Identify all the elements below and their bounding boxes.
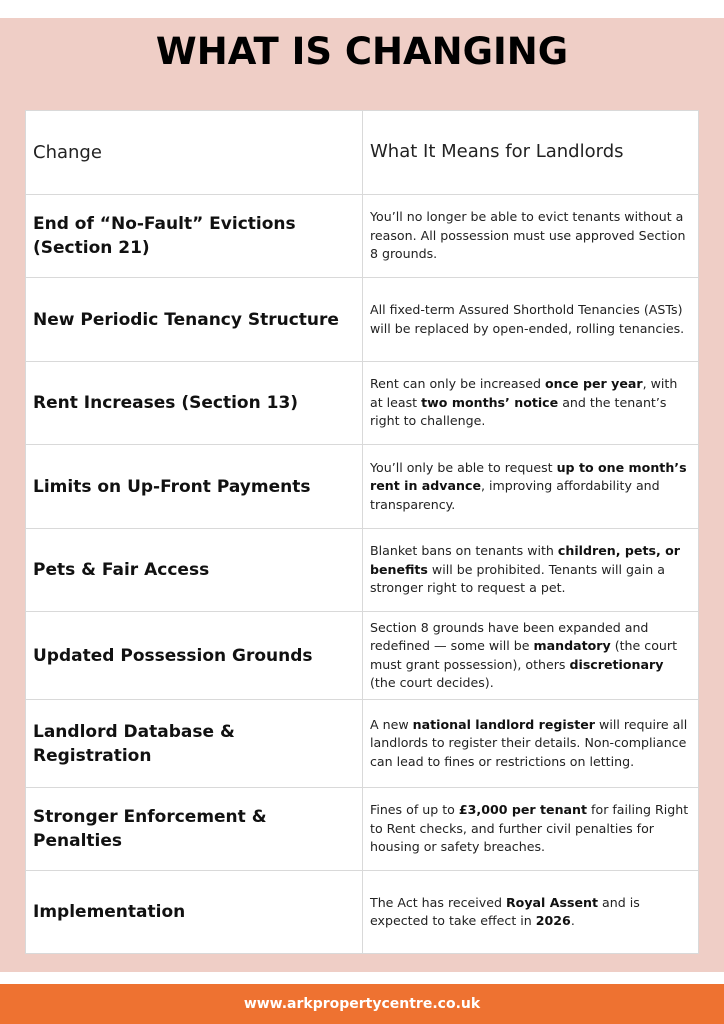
- meaning-emphasis: national landlord register: [412, 716, 596, 732]
- change-cell: Limits on Up-Front Payments: [26, 445, 363, 528]
- website-link[interactable]: www.arkpropertycentre.co.uk: [243, 996, 481, 1012]
- changes-table: [25, 110, 699, 954]
- change-cell: Updated Possession Grounds: [26, 612, 363, 699]
- change-cell: Rent Increases (Section 13): [26, 362, 363, 444]
- meaning-cell: [363, 278, 698, 361]
- meaning-emphasis: £3,000 per tenant: [458, 802, 588, 818]
- meaning-emphasis: children, pets, or benefits: [370, 543, 680, 577]
- meaning-run: (the court decides).: [370, 675, 494, 690]
- meaning-cell: [363, 612, 698, 699]
- meaning-cell: [363, 195, 698, 277]
- header-meaning: What It Means for Landlords: [370, 141, 624, 163]
- footer-bar: [0, 984, 724, 1024]
- meaning-run: , improving affordability and transparency.: [370, 478, 660, 512]
- meaning-text: [370, 459, 692, 515]
- table-row: [26, 788, 698, 871]
- meaning-run: You’ll only be able to request: [370, 459, 557, 475]
- meaning-text: [370, 619, 692, 693]
- change-cell: Stronger Enforcement & Penalties: [26, 788, 363, 870]
- meaning-emphasis: up to one month’s rent in advance: [370, 459, 687, 494]
- meaning-run: for failing Right to Rent checks, and further civil penalties for housing or safety breaches.: [370, 802, 689, 855]
- page-title: WHAT IS CHANGING: [155, 30, 569, 73]
- change-cell: Pets & Fair Access: [26, 529, 363, 611]
- table-row: [26, 612, 698, 700]
- meaning-text: [370, 894, 692, 931]
- meaning-emphasis: mandatory: [533, 638, 611, 653]
- meaning-emphasis: two months’ notice: [421, 394, 559, 410]
- meaning-run: All fixed-term Assured Shorthold Tenancies (ASTs) will be replaced by open-ended, rolling tenancies.: [370, 302, 685, 336]
- table-row: [26, 700, 698, 788]
- meaning-emphasis: 2026: [535, 913, 571, 928]
- meaning-emphasis: discretionary: [569, 656, 664, 672]
- meaning-run: The Act has received: [370, 894, 506, 910]
- change-cell: Implementation: [26, 871, 363, 953]
- meaning-run: and is expected to take effect in: [370, 894, 640, 928]
- meaning-run: A new: [370, 716, 413, 732]
- meaning-text: [370, 375, 692, 431]
- meaning-cell: [363, 871, 698, 953]
- meaning-run: Blanket bans on tenants with: [370, 543, 558, 559]
- meaning-cell: [363, 700, 698, 787]
- table-row: [26, 362, 698, 445]
- meaning-cell: [363, 362, 698, 444]
- change-cell: New Periodic Tenancy Structure: [26, 278, 363, 361]
- table-row: [26, 278, 698, 362]
- meaning-text: [370, 542, 692, 598]
- table-row: [26, 871, 698, 953]
- meaning-text: [370, 301, 692, 338]
- table-row: [26, 445, 698, 529]
- meaning-run: Fines of up to: [370, 802, 459, 818]
- meaning-emphasis: Royal Assent: [505, 894, 598, 910]
- meaning-run: You’ll no longer be able to evict tenants without a reason. All possession must use approved Section 8 grounds.: [370, 209, 686, 262]
- change-cell: End of “No-Fault” Evictions (Section 21): [26, 195, 363, 277]
- header-change: Change: [26, 111, 363, 194]
- meaning-cell: [363, 788, 698, 870]
- meaning-run: .: [570, 913, 575, 928]
- meaning-text: [370, 716, 692, 772]
- table-header-row: [26, 111, 698, 195]
- meaning-run: (the court must grant possession), others: [370, 638, 678, 672]
- meaning-text: [370, 801, 692, 857]
- meaning-text: [370, 208, 692, 264]
- table-row: [26, 529, 698, 612]
- meaning-run: Rent can only be increased: [370, 376, 545, 392]
- meaning-cell: [363, 445, 698, 528]
- table-row: [26, 195, 698, 278]
- meaning-emphasis: once per year: [544, 376, 643, 392]
- meaning-run: will be prohibited. Tenants will gain a stronger right to request a pet.: [370, 561, 665, 596]
- change-cell: Landlord Database & Registration: [26, 700, 363, 787]
- meaning-run: and the tenant’s right to challenge.: [370, 394, 667, 429]
- meaning-run: Section 8 grounds have been expanded and redefined — some will be: [370, 619, 649, 653]
- meaning-run: , with at least: [370, 376, 678, 410]
- meaning-run: will require all landlords to register their details. Non-compliance can lead to fines or restrictions on letting.: [370, 716, 688, 769]
- meaning-cell: [363, 529, 698, 611]
